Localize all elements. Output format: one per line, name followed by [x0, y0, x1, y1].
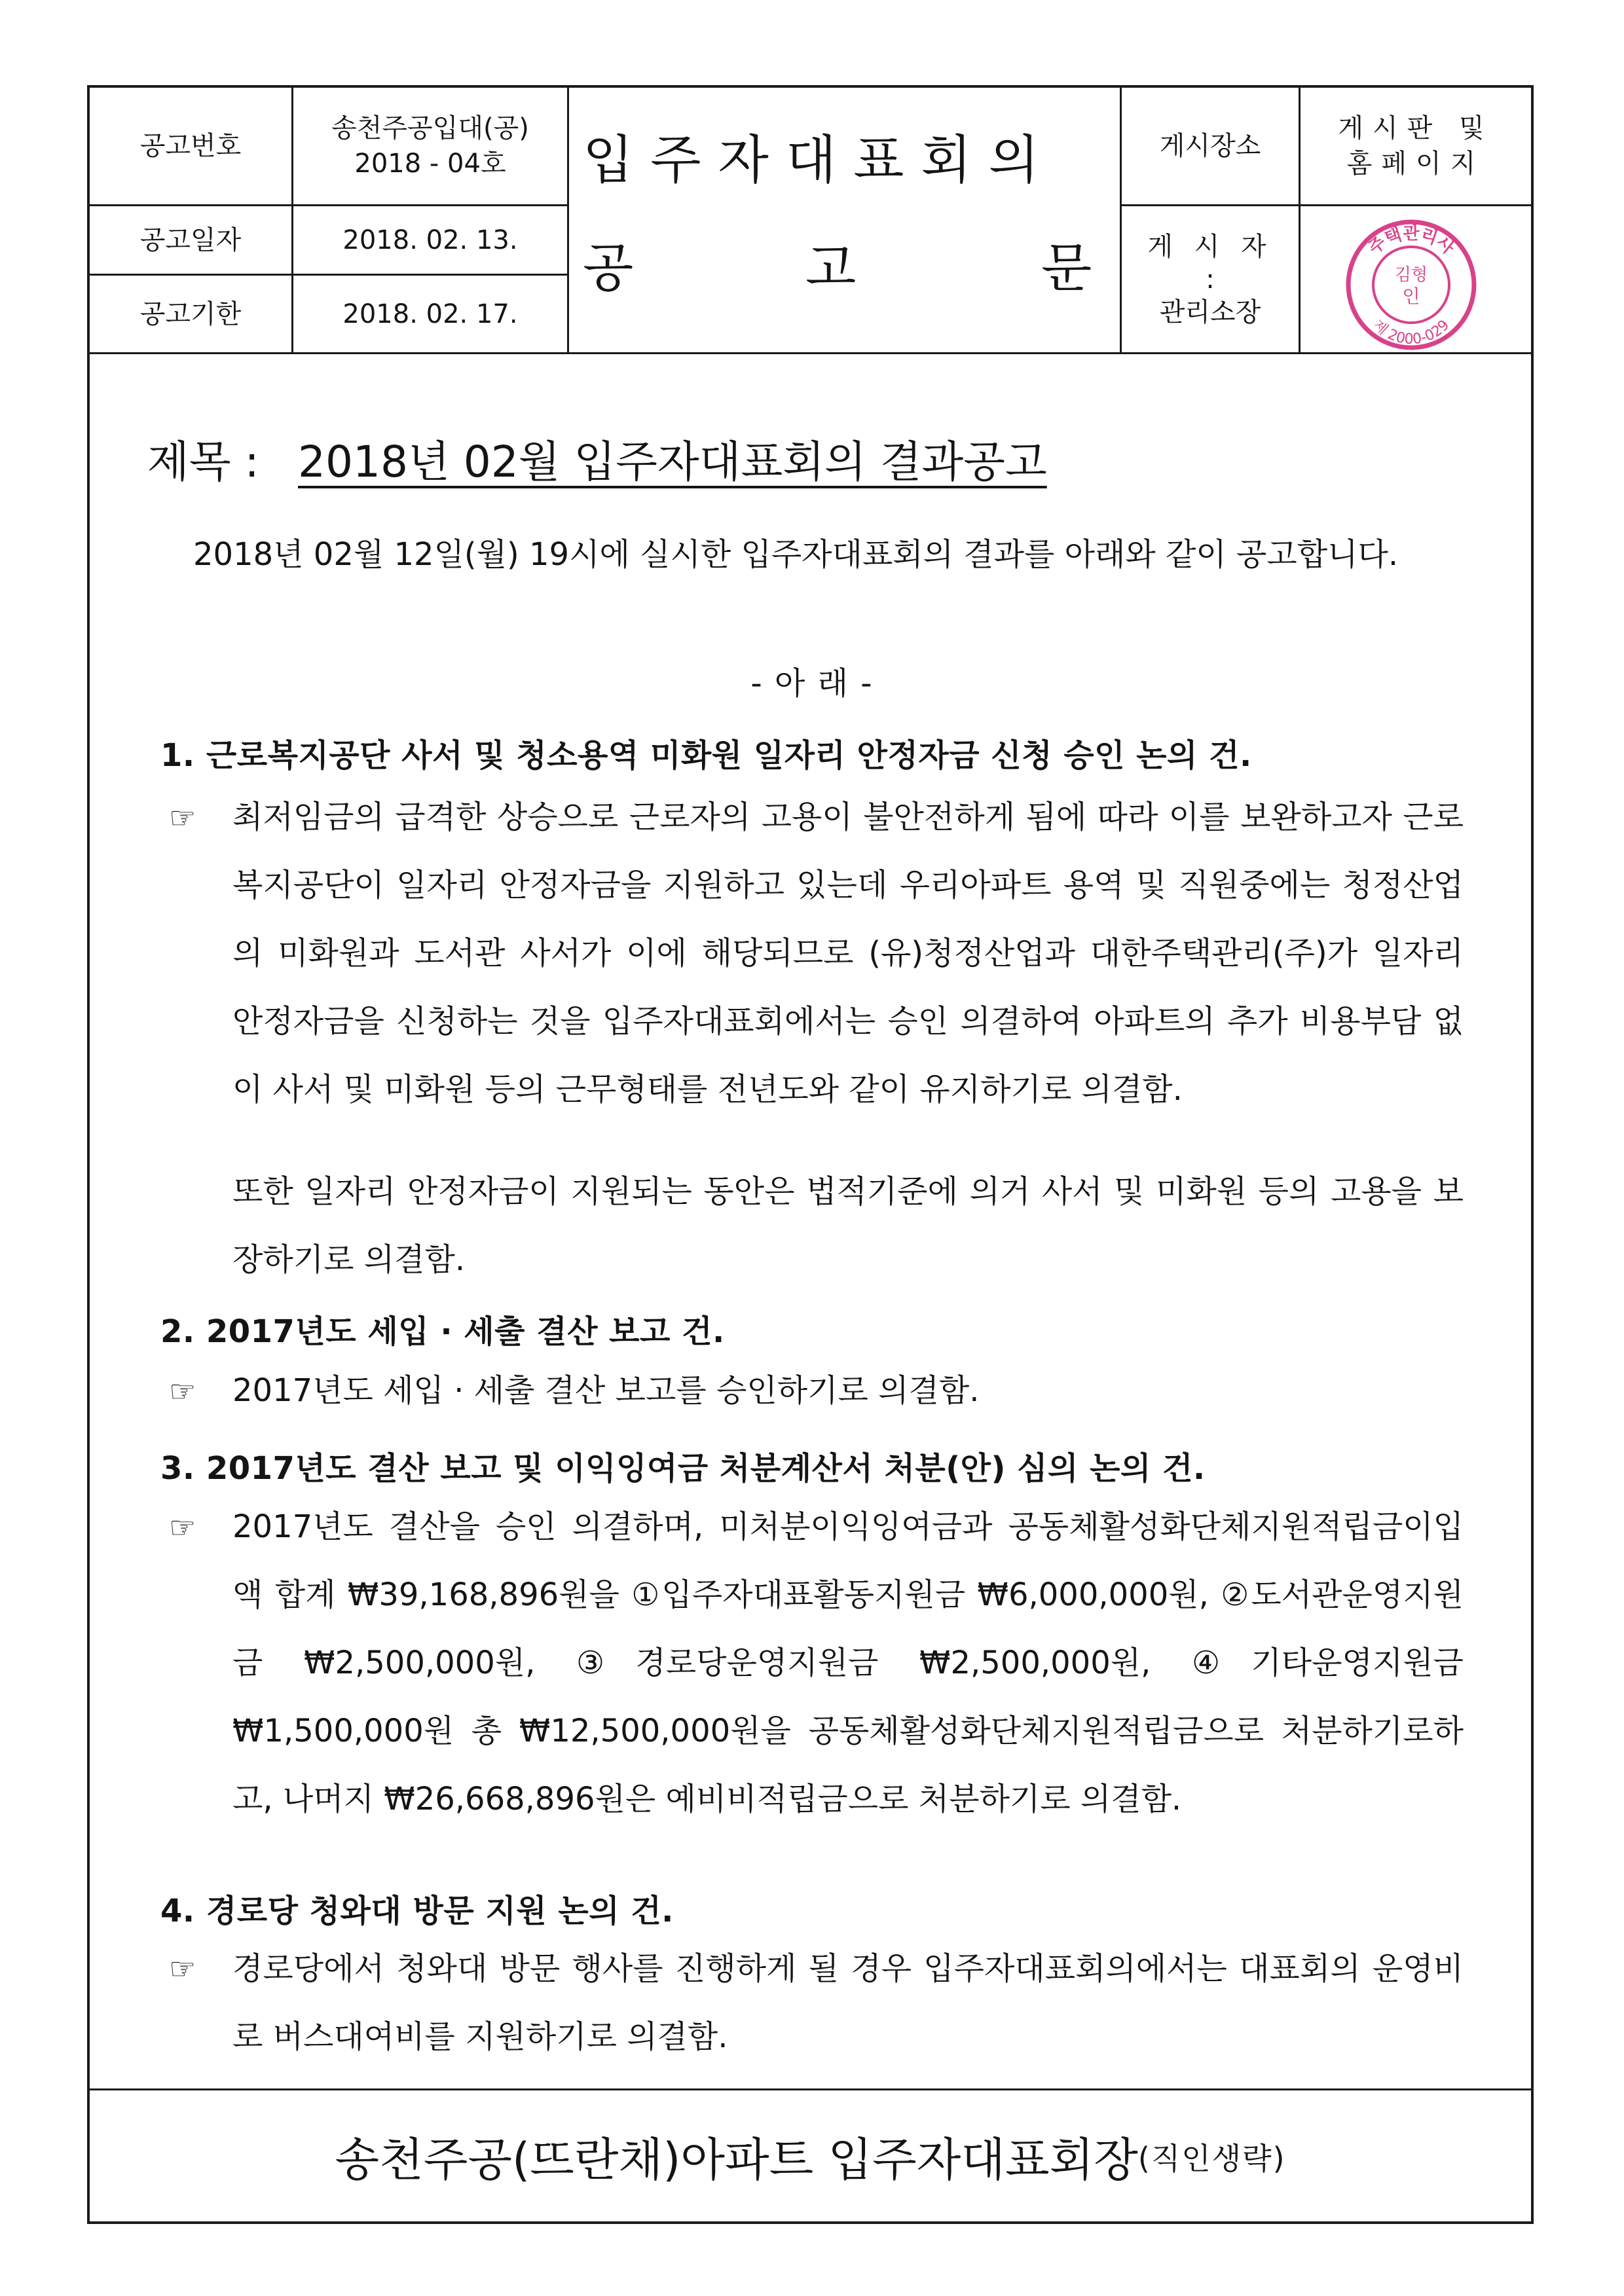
header-title: 입주자대표회의: [583, 130, 1056, 191]
item-3-heading: 3. 2017년도 결산 보고 및 이익잉여금 처분계산서 처분(안) 심의 논의 건.: [160, 1450, 1206, 1487]
title-char-2: 고: [805, 238, 857, 299]
pointing-hand-icon: ☞: [169, 1374, 196, 1409]
svg-text:인: 인: [1402, 285, 1420, 307]
notice-date-label: 공고일자: [139, 225, 242, 255]
svg-text:주택관리사: 주택관리사: [1365, 224, 1458, 259]
item-2-heading: 2. 2017년도 세입 · 세출 결산 보고 건.: [160, 1313, 725, 1350]
divider: [87, 352, 1534, 354]
footer-note: (직인생략): [1137, 2140, 1286, 2176]
item-1-body-2: 또한 일자리 안정자금이 지원되는 동안은 법적기준에 의거 사서 및 미화원 등의 고용을 보장하기로 의결함.: [232, 1173, 1464, 1278]
official-seal-stamp: [1342, 216, 1480, 354]
notice-no-value: [293, 88, 567, 204]
pointing-hand-icon: ☞: [169, 1951, 196, 1986]
item-4-body: 경로당에서 청와대 방문 행사를 진행하게 될 경우 입주자대표회의에서는 대표회의 운영비로 버스대여비를 지원하기로 의결함.: [232, 1950, 1464, 2055]
title-char-1: 공: [583, 238, 634, 299]
item-3-body: 2017년도 결산을 승인 의결하며, 미처분이익잉여금과 공동체활성화단체지원적립금이입액 합계 ₩39,168,896원을 ①입주자대표활동지원금 ₩6,000,000원, ②도서관운영지원금 ₩2,500,000원, ③경로당운영지원금 ₩2,500,000원, ④기타운영지원금 ₩1,500,000원 총 ₩12,500,000원을 공동체활성화단체지원적립금으로 처분하기로하고, 나머지 ₩26,668,896원은 예비비적립금으로 처분하기로 의결함.: [232, 1508, 1464, 1817]
poster-line3: 관리소장: [1159, 297, 1261, 327]
item-1-body: 최저임금의 급격한 상승으로 근로자의 고용이 불안전하게 됨에 따라 이를 보완하고자 근로복지공단이 일자리 안정자금을 지원하고 있는데 우리아파트 용역 및 직원중에는 청정산업의 미화원과 도서관 사서가 이에 해당되므로 (유)청정산업과 대한주택관리(주)가 일자리 안정자금을 신청하는 것을 입주자대표회에서는 승인 의결하여 아파트의 추가 비용부담 없이 사서 및 미화원 등의 근무형태를 전년도와 같이 유지하기로 의결함.: [232, 799, 1464, 1108]
notice-no-line1: 송천주공입대(공): [331, 113, 529, 143]
title-char-3: 문: [1041, 238, 1092, 299]
post-place-line1: 게시판 및: [1338, 113, 1494, 143]
poster-line2: :: [1206, 264, 1215, 295]
post-place-line2: 홈페이지: [1346, 149, 1485, 179]
post-place-label: 게시장소: [1159, 131, 1261, 161]
subject-line: [147, 427, 1047, 489]
post-place-value: [1301, 88, 1531, 204]
footer-signature: [87, 2088, 1534, 2224]
item-2-body: 2017년도 세입 · 세출 결산 보고를 승인하기로 의결함.: [232, 1372, 980, 1409]
item-1-heading: 1. 근로복지공단 사서 및 청소용역 미화원 일자리 안정자금 신청 승인 논의 건.: [160, 737, 1252, 774]
poster-line1: 게 시 자: [1147, 231, 1273, 262]
subject-title: 2018년 02월 입주자대표회의 결과공고: [298, 437, 1047, 487]
svg-text:김형: 김형: [1394, 265, 1428, 285]
subject-label: 제목 :: [147, 437, 259, 487]
poster-label: [1122, 206, 1299, 352]
notice-deadline-value: 2018. 02. 17.: [342, 299, 518, 329]
pointing-hand-icon: ☞: [169, 1510, 196, 1545]
divider: [567, 85, 569, 354]
section-divider-arae: - 아 래 -: [750, 665, 874, 702]
notice-deadline-label: 공고기한: [139, 299, 242, 329]
notice-no-line2: 2018 - 04호: [354, 149, 506, 179]
svg-text:제 2000-029: 제 2000-029: [1369, 316, 1453, 348]
notice-no-label: 공고번호: [139, 131, 242, 161]
header-subtitle: [583, 238, 1100, 301]
intro-paragraph: 2018년 02월 12일(월) 19시에 실시한 입주자대표회의 결과를 아래와 같이 공고합니다.: [193, 536, 1399, 573]
footer-main: 송천주공(뜨란채)아파트 입주자대표회장: [335, 2133, 1138, 2187]
notice-date-value: 2018. 02. 13.: [342, 225, 518, 255]
item-4-heading: 4. 경로당 청와대 방문 지원 논의 건.: [160, 1893, 674, 1929]
pointing-hand-icon: ☞: [169, 800, 196, 835]
